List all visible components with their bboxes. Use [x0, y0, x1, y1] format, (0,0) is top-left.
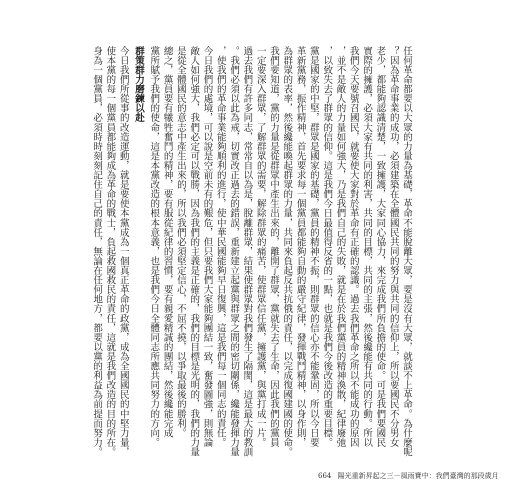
text-column: 為群眾的表率，然後纔能喚起群眾的力量，共同來負起反共抗俄的責任，以完成復國建國的使命。	[281, 46, 293, 457]
text-column: 敵人如何強大，我們必定可以戰勝，因為我們的主義是正確的，我們的目標是光明的，我們的力量	[188, 46, 200, 457]
text-column: 今日我們所從事的改造運動，就是要使本黨成為一個真正革命的政黨，成為全國國民的中堅力量，	[117, 46, 129, 457]
text-column: 黨所賦予我們的使命，這是本黨改造的根本意義，也是我們今日全體同志所應共同努力的方向。	[148, 46, 160, 448]
text-column: 實際的擁護，必須大家有共同的利害，共同的目標，共同的主張，然後纔能有共同的行動。所以	[361, 46, 373, 448]
text-column: 使本黨的每一個黨員都能夠成為革命的戰士，負起救國救民的責任，這就是我們改造的目的所在。	[104, 46, 116, 457]
page-number: 664	[318, 472, 332, 480]
text-column: 我們要知道，黨的力量是從群眾中產生出來的，離開了群眾，黨就失去了生命，因此我們的黨員	[268, 46, 279, 448]
text-column: 革新黨務，振作精神，首先要求每一個黨員都能夠自動的嚴守紀律，發揮戰鬥精神，以身作則，	[294, 46, 306, 448]
text-column: 黨是國家的中堅，群眾是國家的基礎，黨員的精神不振，則群眾的信心亦不能鞏固，所以今日要	[307, 46, 319, 448]
text-column: 是從全體國民的意志中產生出來的，所以我們必須堅定信心，不屈不撓，以爭取最後的勝利。	[174, 46, 186, 438]
text-column: ，使我們的革命事業能夠順利的進行，使中華民國能夠早日復興，這是我們每一個同志的責任。	[214, 46, 226, 448]
text-column: 身為一個黨員，必須時時刻刻記住自己的責任，無論在任何地方，都要以黨的利益為前提而努力。	[91, 46, 103, 457]
running-title: 陽光重新昇起之三－風雨寶中：我們臺灣的那段歲月	[337, 472, 499, 480]
text-column: ？因為革命事業的成功，必須建築在全體國民共同的努力與共同的信仰上，所以要國民不分男女	[387, 46, 399, 448]
section-heading: 群策群力磨鍊以赴	[133, 46, 144, 123]
text-column: 一定要深入群眾，了解群眾的需要，解除群眾的痛苦，使群眾信任黨，擁護黨，與黨打成一片。	[254, 46, 266, 448]
text-column: 今日我們的處境，可以說是空前未有的艱危，但只要我們大家能夠團結一致，奮發圖強，則無論	[201, 46, 213, 448]
text-column: 我們今天要號召國民，就要使大家對於革命有正確的認識。過去我們革命之所以不能成功的原因	[347, 46, 359, 448]
text-column: ，以致失去了群眾的信仰。這是我們今日最值得反省的一點，也就是我們今後改造的重要目標。	[321, 46, 333, 448]
text-column: 老少，都能夠認識清楚，一致擁護，大家同心協力，來完成我們所負擔的使命。可是我們要國民	[374, 46, 386, 448]
text-column: 總之，黨員要有犧牲奮鬥的精神，要有服從紀律的習慣，要有親愛精誠的團結，然後纔能完成	[161, 46, 173, 438]
text-column: ，並不是敵人的力量如何強大，乃是我們自己的失敗，就是在於我們黨員的精神渙散，紀律廢弛	[334, 46, 346, 448]
text-column: 。我們必須以此為戒，切實改正過去的錯誤，重新建立起黨與群眾之間的密切關係，纔能發揮力量	[228, 46, 240, 457]
page-footer	[318, 472, 503, 480]
text-column: 任何革命都要以大眾的力量為基礎，革命不能脫離大眾，要是沒有大眾，就談不上革命。為什麼呢	[401, 46, 412, 457]
text-column: 過去我們有許多同志，常常自以為是，脫離群眾，結果使群眾對我們發生了隔閡，這是最大的教訓	[241, 46, 253, 457]
